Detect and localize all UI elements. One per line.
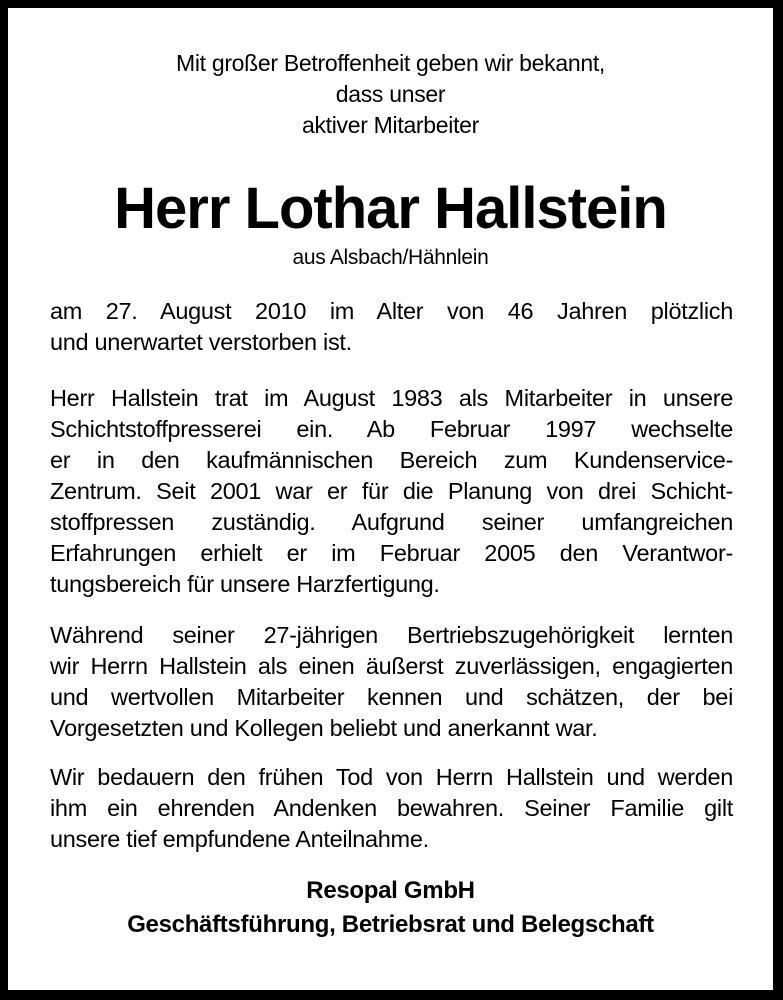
text-line: stoffpressen zuständig. Aufgrund seiner umfangreichen <box>50 509 733 535</box>
signatories: Geschäftsführung, Betriebsrat und Belegschaft <box>127 911 654 938</box>
text-line: Zentrum. Seit 2001 war er für die Planung von drei Schicht- <box>50 478 733 504</box>
paragraph-condolence <box>50 762 733 855</box>
deceased-origin: aus Alsbach/Hähnlein <box>292 246 489 269</box>
paragraph-career <box>50 383 733 600</box>
text-line: tungsbereich für unsere Harzfertigung. <box>50 571 440 597</box>
text-line: am 27. August 2010 im Alter von 46 Jahren plötzlich <box>50 298 733 324</box>
text-line: Erfahrungen erhielt er im Februar 2005 den Verantwor- <box>50 540 733 566</box>
deceased-name: Herr Lothar Hallstein <box>114 176 667 241</box>
text-line: unsere tief empfundene Anteilnahme. <box>50 826 429 852</box>
paragraph-death-date <box>50 296 733 358</box>
intro-line: Mit großer Betroffenheit geben wir bekannt, <box>175 50 606 76</box>
text-line: er in den kaufmännischen Bereich zum Kundenservice- <box>50 447 733 473</box>
text-line: Während seiner 27-jährigen Bertriebszugehörigkeit lernten <box>50 622 733 648</box>
text-line: und wertvollen Mitarbeiter kennen und schätzen, der bei <box>50 684 733 710</box>
intro-line: aktiver Mitarbeiter <box>301 112 480 138</box>
text-line: Wir bedauern den frühen Tod von Herrn Hallstein und werden <box>50 764 733 790</box>
intro-text <box>8 48 773 141</box>
paragraph-appreciation <box>50 620 733 744</box>
text-line: und unerwartet verstorben ist. <box>50 329 352 355</box>
text-line: Schichtstoffpresserei ein. Ab Februar 1997 wechselte <box>50 416 733 442</box>
text-line: ihm ein ehrenden Andenken bewahren. Seiner Familie gilt <box>50 795 733 821</box>
text-line: Herr Hallstein trat im August 1983 als Mitarbeiter in unsere <box>50 385 733 411</box>
text-line: wir Herrn Hallstein als einen äußerst zuverlässigen, engagierten <box>50 653 733 679</box>
company-name: Resopal GmbH <box>306 877 475 904</box>
signature-block <box>8 874 773 942</box>
obituary-notice <box>8 8 773 990</box>
intro-line: dass unser <box>335 81 446 107</box>
text-line: Vorgesetzten und Kollegen beliebt und anerkannt war. <box>50 715 598 741</box>
